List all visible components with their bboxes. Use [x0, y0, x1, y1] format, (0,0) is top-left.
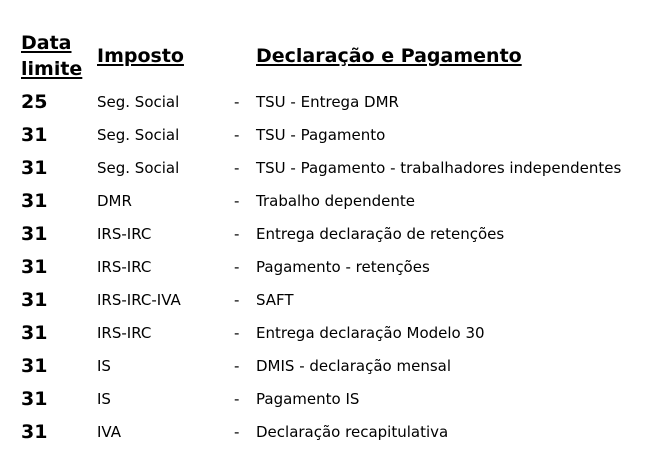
- row-declaration: Trabalho dependente: [256, 192, 416, 210]
- row-date: 31: [21, 256, 48, 278]
- row-separator: -: [234, 291, 240, 309]
- row-date: 31: [21, 388, 48, 410]
- row-separator: -: [234, 390, 240, 408]
- row-separator: -: [234, 423, 240, 441]
- row-date: 31: [21, 322, 48, 344]
- row-tax: Seg. Social: [97, 126, 180, 144]
- row-tax: IS: [97, 390, 111, 408]
- header-date-limit: Data limite: [21, 32, 83, 80]
- table-row: [21, 219, 641, 252]
- row-tax: DMR: [97, 192, 132, 210]
- row-declaration: TSU - Pagamento: [256, 126, 386, 144]
- row-declaration: Pagamento - retenções: [256, 258, 430, 276]
- row-tax: IVA: [97, 423, 121, 441]
- row-tax: Seg. Social: [97, 159, 180, 177]
- row-declaration: TSU - Pagamento - trabalhadores independentes: [256, 159, 622, 177]
- table-row: [21, 120, 641, 153]
- row-tax: IRS-IRC-IVA: [97, 291, 181, 309]
- row-separator: -: [234, 225, 240, 243]
- row-declaration: SAFT: [256, 291, 294, 309]
- row-declaration: Pagamento IS: [256, 390, 360, 408]
- row-tax: IS: [97, 357, 111, 375]
- table-body: [21, 87, 641, 450]
- row-separator: -: [234, 126, 240, 144]
- row-separator: -: [234, 258, 240, 276]
- row-separator: -: [234, 93, 240, 111]
- table-row: [21, 285, 641, 318]
- header-tax: Imposto: [97, 45, 184, 67]
- row-date: 25: [21, 91, 48, 113]
- table-row: [21, 87, 641, 120]
- table-row: [21, 252, 641, 285]
- row-tax: IRS-IRC: [97, 324, 152, 342]
- table-row: [21, 186, 641, 219]
- row-tax: Seg. Social: [97, 93, 180, 111]
- row-declaration: Entrega declaração de retenções: [256, 225, 505, 243]
- row-date: 31: [21, 157, 48, 179]
- row-declaration: Entrega declaração Modelo 30: [256, 324, 485, 342]
- row-tax: IRS-IRC: [97, 225, 152, 243]
- row-separator: -: [234, 357, 240, 375]
- row-separator: -: [234, 192, 240, 210]
- row-date: 31: [21, 124, 48, 146]
- tax-calendar-table: [21, 30, 641, 443]
- row-date: 31: [21, 289, 48, 311]
- table-row: [21, 417, 641, 450]
- header-declaration-payment: Declaração e Pagamento: [256, 45, 522, 67]
- row-tax: IRS-IRC: [97, 258, 152, 276]
- row-date: 31: [21, 421, 48, 443]
- table-row: [21, 384, 641, 417]
- row-declaration: DMIS - declaração mensal: [256, 357, 452, 375]
- table-header: [21, 30, 641, 82]
- row-date: 31: [21, 190, 48, 212]
- row-declaration: Declaração recapitulativa: [256, 423, 449, 441]
- row-date: 31: [21, 223, 48, 245]
- table-row: [21, 351, 641, 384]
- table-row: [21, 318, 641, 351]
- table-row: [21, 153, 641, 186]
- row-declaration: TSU - Entrega DMR: [256, 93, 399, 111]
- row-separator: -: [234, 324, 240, 342]
- row-separator: -: [234, 159, 240, 177]
- row-date: 31: [21, 355, 48, 377]
